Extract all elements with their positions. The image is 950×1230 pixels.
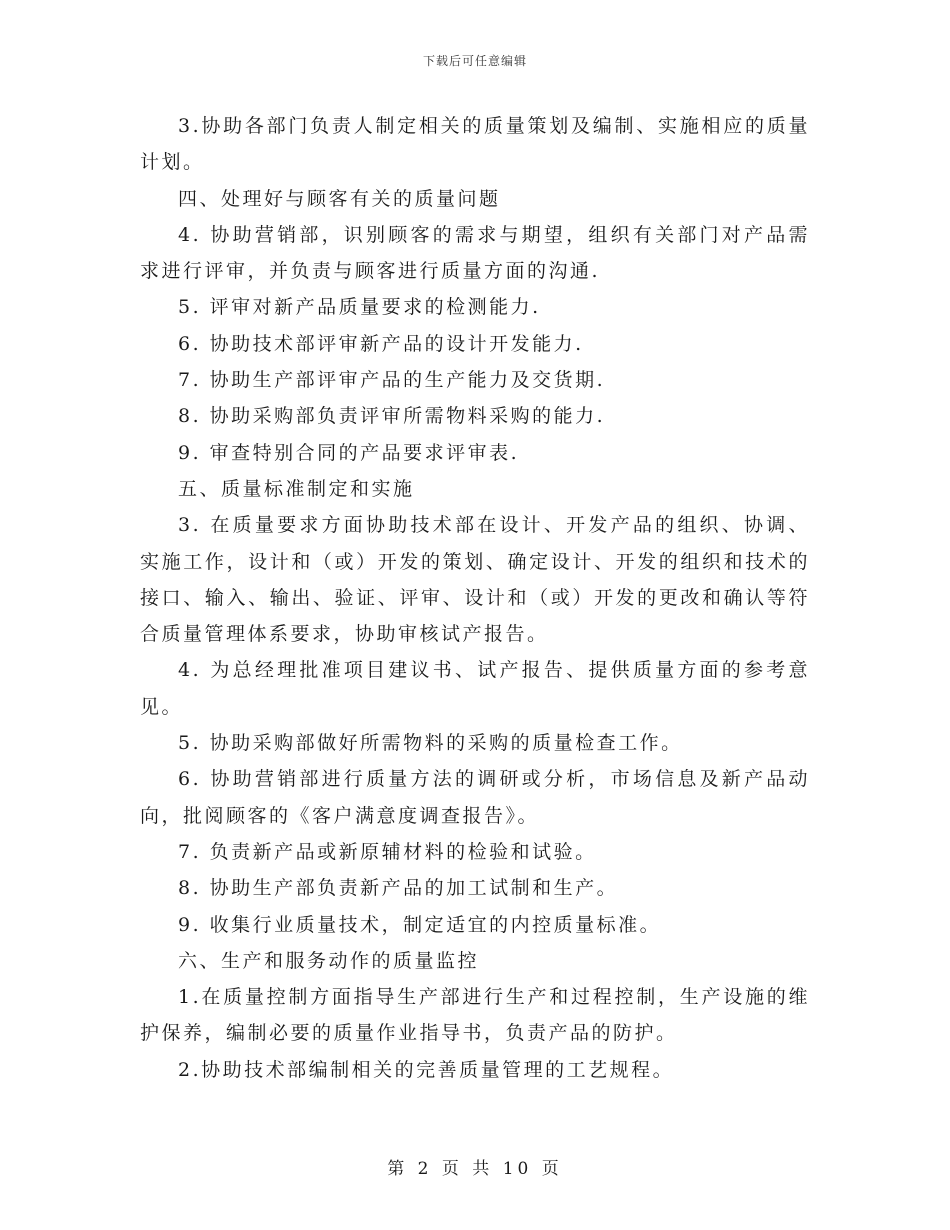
paragraph-marketing-review: 4. 协助营销部，识别顾客的需求与期望，组织有关部门对产品需求进行评审，并负责与顾客进行质量方面的沟通. (140, 223, 810, 283)
page-number: 第 2 页 共 10 页 (387, 1159, 563, 1179)
paragraph-trial-production: 8. 协助生产部负责新产品的加工试制和生产。 (178, 877, 619, 900)
paragraph-inspection-capability: 5. 评审对新产品质量要求的检测能力. (178, 296, 541, 319)
paragraph-quality-plan: 3.协助各部门负责人制定相关的质量策划及编制、实施相应的质量计划。 (140, 115, 810, 174)
paragraph-market-research: 6. 协助营销部进行质量方法的调研或分析，市场信息及新产品动向，批阅顾客的《客户满意度调查报告》。 (140, 768, 810, 827)
header-note: 下载后可任意编辑 (422, 54, 527, 68)
paragraph-special-contract: 9. 审查特别合同的产品要求评审表. (178, 441, 520, 464)
paragraph-production-capability: 7. 协助生产部评审产品的生产能力及交货期. (178, 369, 606, 392)
paragraph-internal-standards: 9. 收集行业质量技术，制定适宜的内控质量标准。 (178, 913, 662, 936)
section-heading-customer-quality: 四、处理好与顾客有关的质量问题 (178, 187, 501, 210)
section-heading-quality-standards: 五、质量标准制定和实施 (178, 477, 415, 500)
paragraph-design-capability: 6. 协助技术部评审新产品的设计开发能力. (178, 332, 584, 355)
paragraph-design-development: 3. 在质量要求方面协助技术部在设计、开发产品的组织、协调、实施工作，设计和（或）开发的策划、确定设计、开发的组织和技术的接口、输入、输出、验证、评审、设计和（或）开发的更改和确认等符合质量管理体系要求，协助审核试产报告。 (140, 514, 810, 646)
paragraph-material-testing: 7. 负责新产品或新原辅材料的检验和试验。 (178, 840, 597, 863)
paragraph-process-control: 1.在质量控制方面指导生产部进行生产和过程控制，生产设施的维护保养，编制必要的质量作业指导书，负责产品的防护。 (140, 986, 810, 1045)
paragraph-project-proposal: 4. 为总经理批准项目建议书、试产报告、提供质量方面的参考意见。 (140, 659, 810, 718)
paragraph-procurement-inspection: 5. 协助采购部做好所需物料的采购的质量检查工作。 (178, 732, 683, 755)
paragraph-procurement-capability: 8. 协助采购部负责评审所需物料采购的能力. (178, 405, 606, 428)
paragraph-process-specs: 2.协助技术部编制相关的完善质量管理的工艺规程。 (178, 1058, 675, 1081)
section-heading-production-monitoring: 六、生产和服务动作的质量监控 (178, 949, 480, 972)
document-body (140, 108, 810, 1088)
